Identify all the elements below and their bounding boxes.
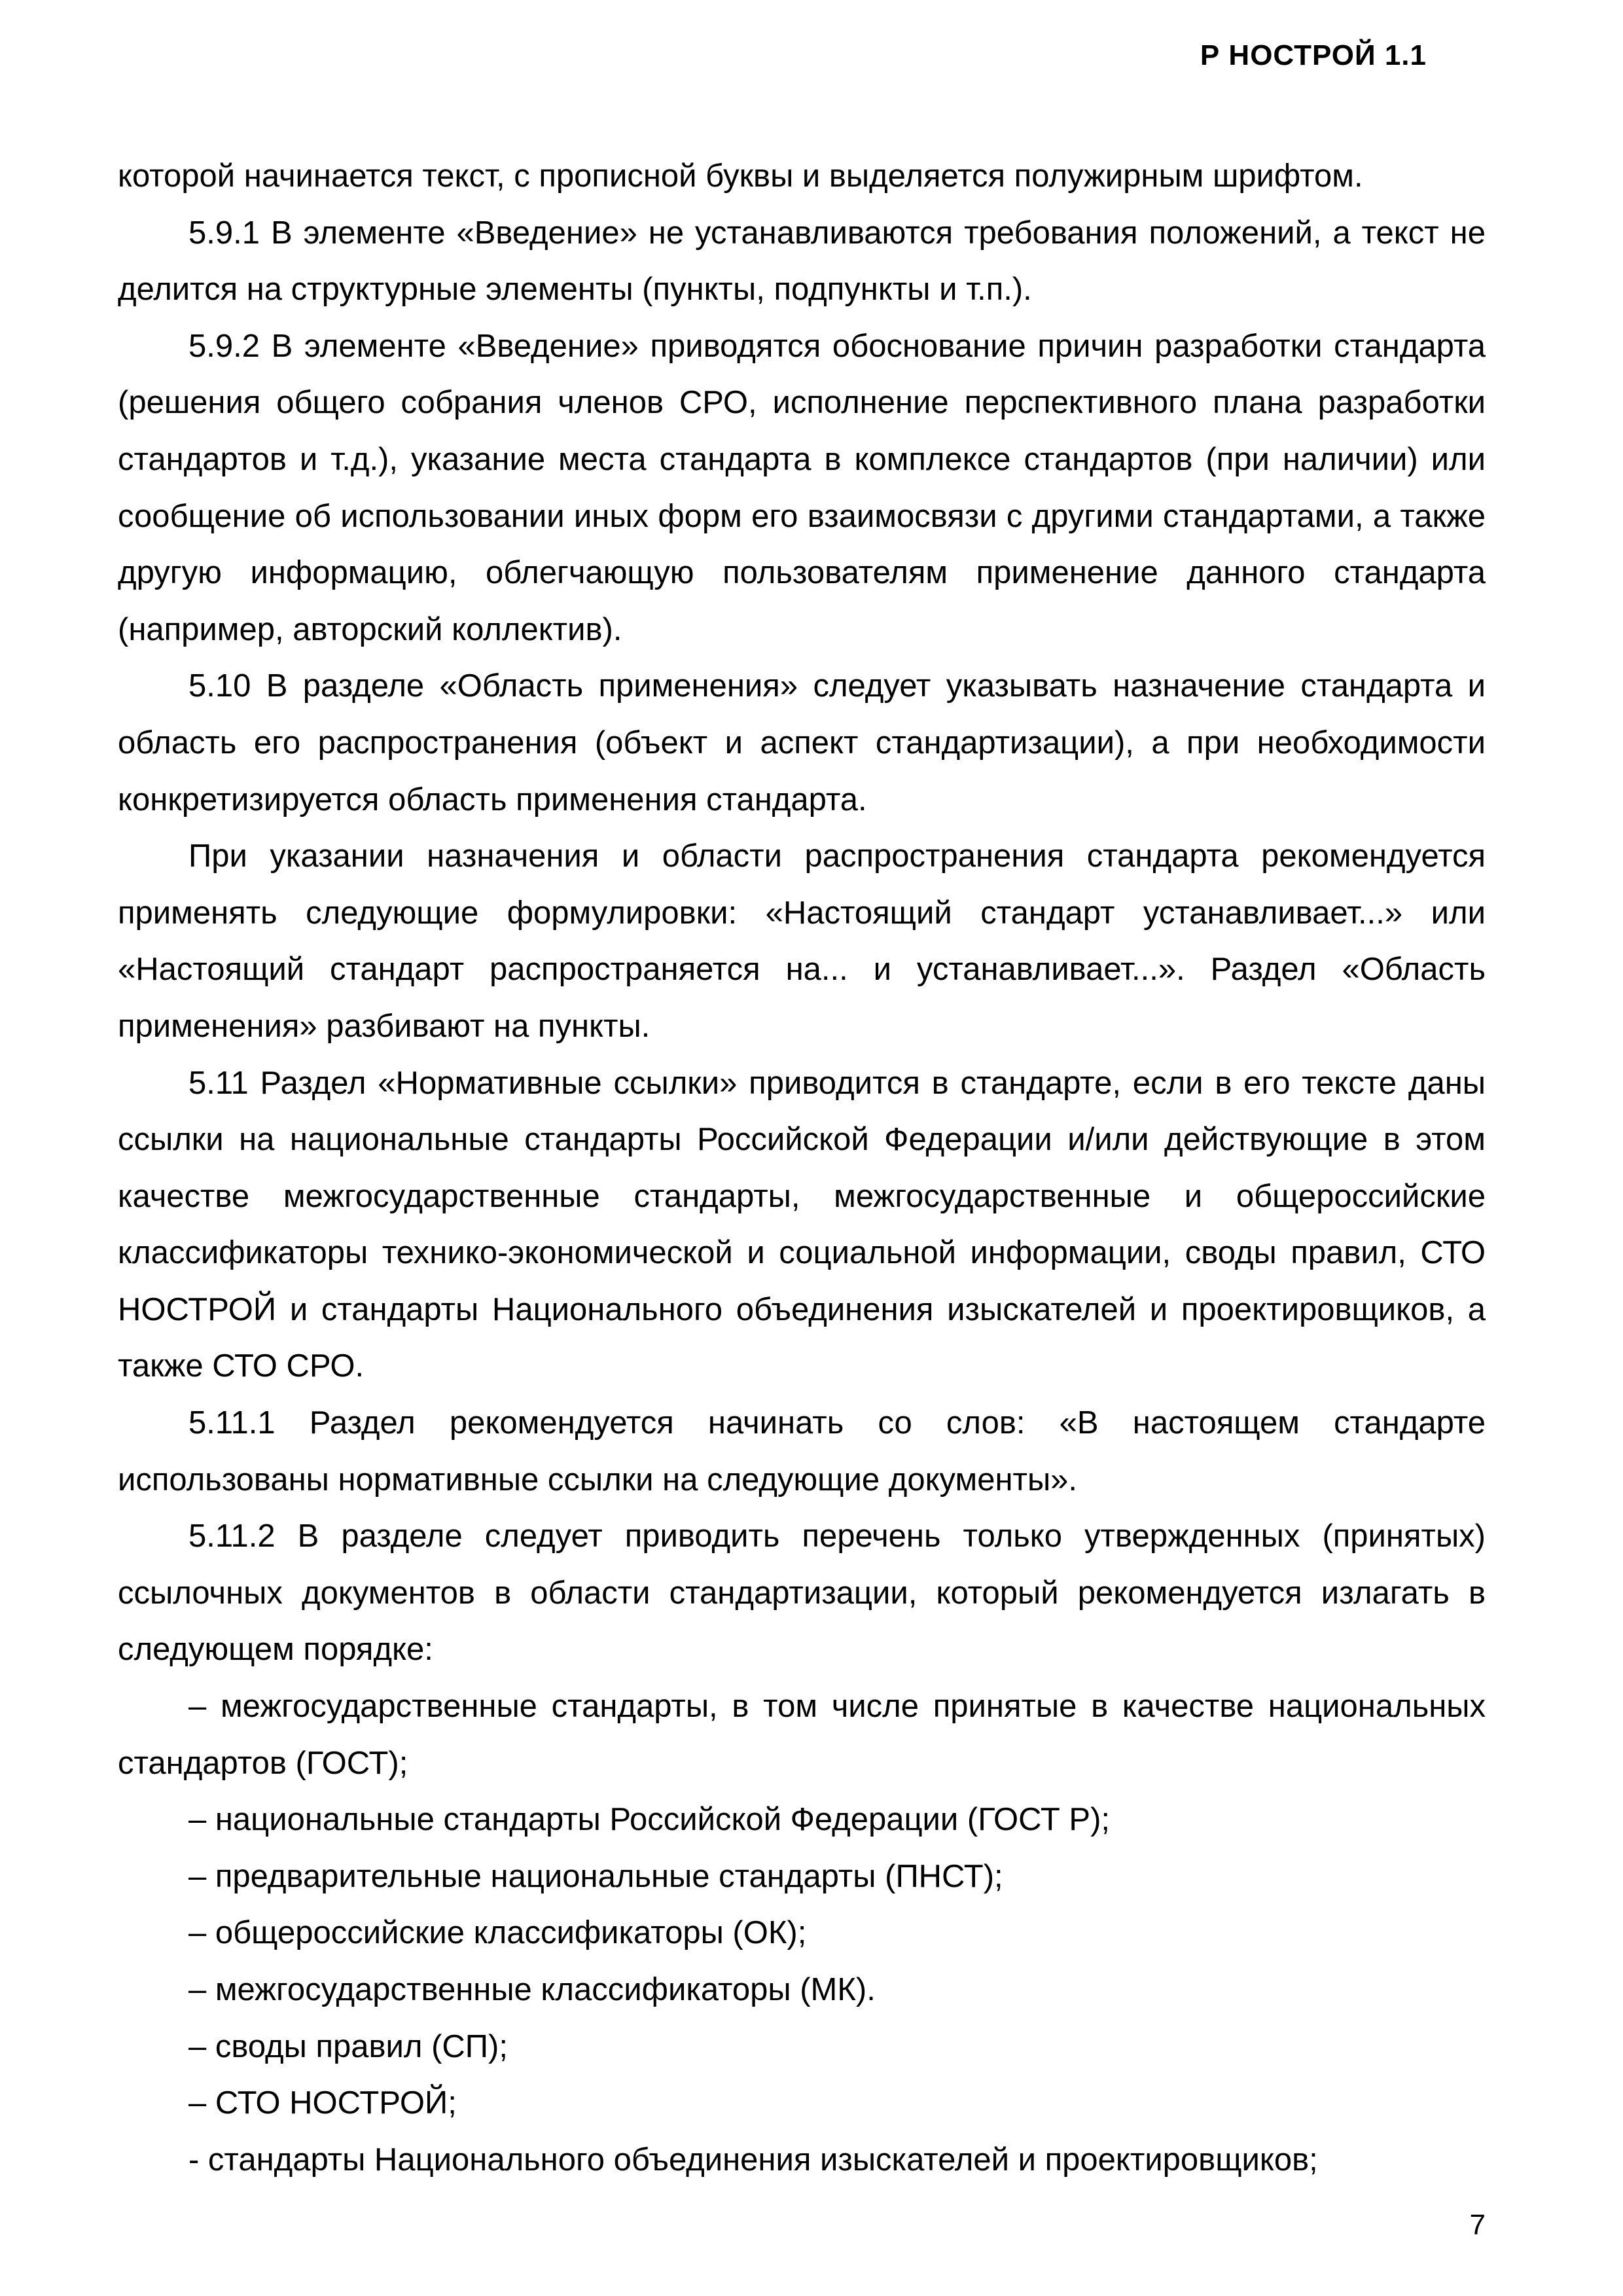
document-header-code: Р НОСТРОЙ 1.1 xyxy=(1200,39,1427,71)
paragraph-scope-wording: При указании назначения и области распространения стандарта рекомендуется применять следующие формулировки: «Настоящий стандарт устанавливает...» или «Настоящий стандарт распространяется на... и устанавливает...». Раздел «Область применения» разбивают на пункты. xyxy=(118,838,1486,1044)
list-item: – СТО НОСТРОЙ; xyxy=(188,2085,457,2121)
list-item: – национальные стандарты Российской Федерации (ГОСТ Р); xyxy=(188,1802,1111,1838)
paragraph-5-11-2: 5.11.2 В разделе следует приводить перечень только утвержденных (принятых) ссылочных документов в области стандартизации, который рекомендуется излагать в следующем порядке: xyxy=(118,1518,1486,1668)
paragraph-5-10: 5.10 В разделе «Область применения» следует указывать назначение стандарта и область его распространения (объект и аспект стандартизации), а при необходимости конкретизируется область применения стандарта. xyxy=(118,668,1486,817)
document-body xyxy=(118,148,1486,2188)
list-item: – своды правил (СП); xyxy=(188,2028,508,2064)
paragraph-5-11: 5.11 Раздел «Нормативные ссылки» приводится в стандарте, если в его тексте даны ссылки на национальные стандарты Российской Федерации и/или действующие в этом качестве межгосударственные стандарты, межгосударственные и общероссийские классификаторы технико-экономической и социальной информации, своды правил, СТО НОСТРОЙ и стандарты Национального объединения изыскателей и проектировщиков, а также СТО СРО. xyxy=(118,1065,1486,1384)
list-item: – межгосударственные стандарты, в том числе принятые в качестве национальных стандартов (ГОСТ); xyxy=(118,1689,1486,1781)
paragraph-5-9-2: 5.9.2 В элементе «Введение» приводятся обоснование причин разработки стандарта (решения общего собрания членов СРО, исполнение перспективного плана разработки стандартов и т.д.), указание места стандарта в комплексе стандартов (при наличии) или сообщение об использовании иных форм его взаимосвязи с другими стандартами, а также другую информацию, облегчающую пользователям применение данного стандарта (например, авторский коллектив). xyxy=(118,328,1486,647)
page-number: 7 xyxy=(1469,2209,1486,2241)
list-item: – предварительные национальные стандарты (ПНСТ); xyxy=(188,1858,1003,1894)
list-item: – межгосударственные классификаторы (МК). xyxy=(188,1972,876,2007)
list-item: – общероссийские классификаторы (ОК); xyxy=(188,1915,807,1951)
paragraph-5-9-1: 5.9.1 В элементе «Введение» не устанавливаются требования положений, а текст не делится на структурные элементы (пункты, подпункты и т.п.). xyxy=(118,215,1486,308)
list-item: - стандарты Национального объединения изыскателей и проектировщиков; xyxy=(188,2142,1318,2178)
paragraph-continuation: которой начинается текст, с прописной буквы и выделяется полужирным шрифтом. xyxy=(118,158,1363,194)
paragraph-5-11-1: 5.11.1 Раздел рекомендуется начинать со слов: «В настоящем стандарте использованы нормативные ссылки на следующие документы». xyxy=(118,1405,1486,1498)
